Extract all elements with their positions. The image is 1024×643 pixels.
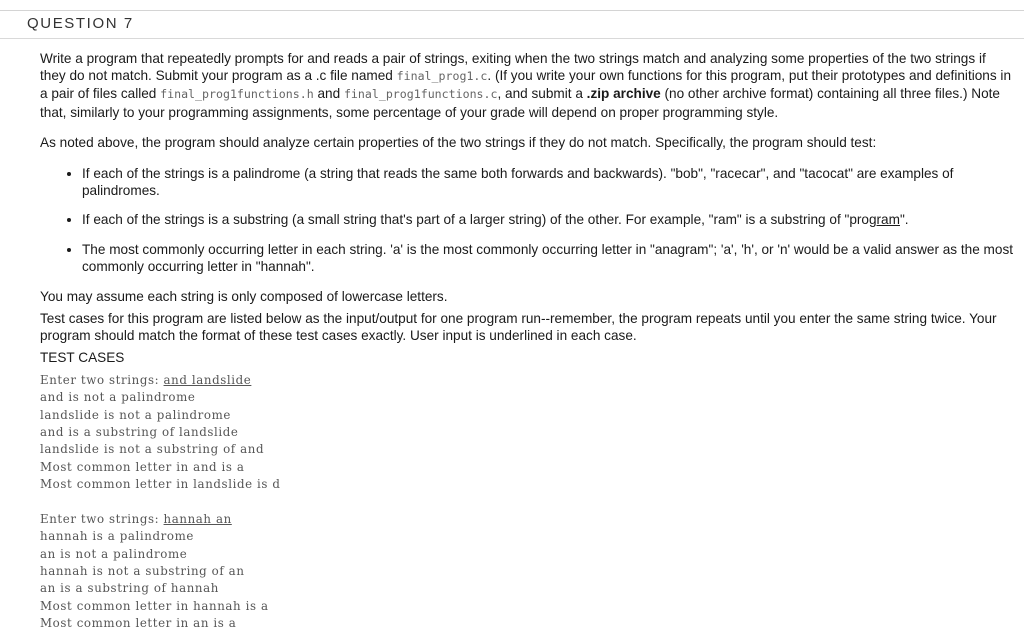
output-line: and is a substring of landslide [40,425,239,440]
test-case-2 [40,511,1015,633]
requirement-substring-text: If each of the strings is a substring (a small string that's part of a larger string) of the other. For example, "ram" is a substring of "prog [82,212,877,228]
intro-text-2: . (If you write your own functions for this program, put their prototypes and definitions in a pair of files called [40,68,1012,102]
filename-header: final_prog1functions.h [160,87,314,102]
output-line: landslide is not a substring of and [40,442,265,457]
intro-text-4: , and submit a [497,86,587,102]
intro-text-5: (no other archive format) containing all three files.) Note that, similarly to your programming assignments, some percentage of your grade will depend on proper programming style. [40,86,1000,120]
output-line: Most common letter in hannah is a [40,598,269,613]
output-line: Most common letter in an is a [40,616,237,631]
assumption-paragraph: You may assume each string is only composed of lowercase letters. [40,289,448,305]
output-line: hannah is a palindrome [40,529,194,544]
top-divider [0,10,1024,11]
underlined-ram: ram [876,212,900,228]
requirement-substring [82,211,1015,228]
filename-functions: final_prog1functions.c [343,87,498,102]
testcases-paragraph: Test cases for this program are listed below as the input/output for one program run--remember, the program repeats until you enter the same string twice. Your program should match the format of these test cases exactly. User input is underlined in each case. [40,311,997,344]
intro-text-3: and [313,86,344,102]
prompt-line [40,511,1015,528]
prompt-text: Enter two strings: [40,372,164,387]
output-line: landslide is not a palindrome [40,407,231,422]
noted-paragraph: As noted above, the program should analyze certain properties of the two strings if they do not match. Specifically, the program should test: [40,134,877,150]
zip-archive-bold: .zip archive [586,86,661,102]
output-line: and is not a palindrome [40,390,196,405]
output-line: hannah is not a substring of an [40,563,245,578]
prompt-line [40,372,1015,389]
intro-text-1: Write a program that repeatedly prompts for and reads a pair of strings, exiting when the two strings match and analyzing some properties of the two strings if they do not match. Submit your program as a .c file named [40,51,986,84]
question-title: QUESTION 7 [27,15,134,32]
intro-paragraph [40,50,1015,121]
question-body [40,50,1015,633]
requirement-palindrome: • If each of the strings is a palindrome (a string that reads the same both forwards and backwards). "bob", "racecar", and "tacocat" are examples of palindromes. [82,165,1015,199]
requirements-list [40,165,1015,275]
output-line: Most common letter in and is a [40,459,245,474]
filename-main: final_prog1.c [396,69,488,84]
test-case-1 [40,372,1015,494]
requirement-common-letter: • The most commonly occurring letter in each string. 'a' is the most commonly occurring letter in "anagram"; 'a', 'h', or 'n' would be a valid answer as the most commonly occurring letter in "hannah". [82,241,1015,275]
output-line: an is a substring of hannah [40,581,219,596]
requirement-substring-end: ". [899,212,909,228]
user-input: and landslide [163,372,252,387]
prompt-text: Enter two strings: [40,511,164,526]
output-line: an is not a palindrome [40,546,188,561]
question-divider [0,38,1024,39]
user-input: hannah an [163,511,232,526]
output-line: Most common letter in landslide is d [40,477,281,492]
testcases-heading: TEST CASES [40,349,125,365]
